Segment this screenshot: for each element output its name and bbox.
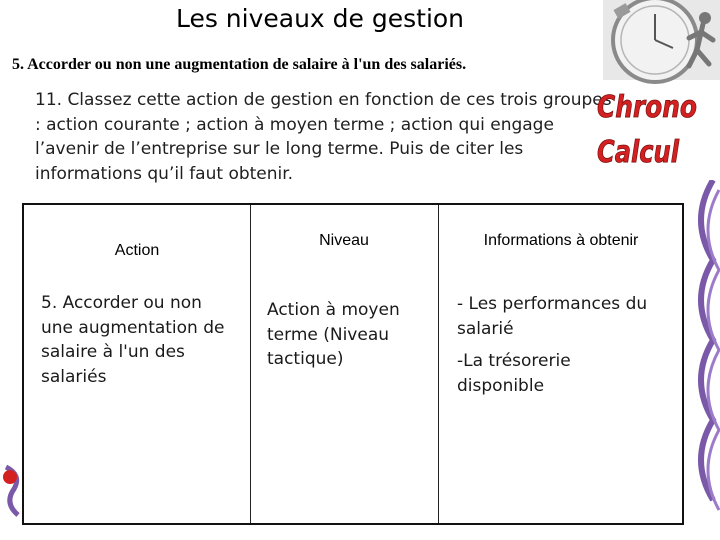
column-divider [250, 205, 251, 523]
cell-action: 5. Accorder ou non une augmentation de salaire à l'un des salariés [41, 293, 225, 387]
header-informations: Informations à obtenir [483, 232, 639, 249]
cell-info-tresorerie: -La trésorerie disponible [457, 351, 571, 396]
chrono-calcul-logo [585, 0, 720, 190]
page-title: Les niveaux de gestion [175, 4, 465, 33]
logo-line2: Calcul [597, 135, 680, 170]
column-divider [438, 205, 439, 523]
cell-niveau: Action à moyen terme (Niveau tactique) [267, 300, 400, 369]
stopwatch-runner-icon [603, 0, 720, 82]
decorative-wave-right [683, 180, 720, 520]
logo-line1: Chrono [597, 90, 697, 125]
instructions-text: 11. Classez cette action de gestion en fonction de ces trois groupes : action courante ; action à moyen terme ; action qui engage l’avenir de l’entreprise sur le long terme. Puis de citer les informations qu’il faut obtenir. [35, 90, 612, 184]
header-niveau: Niveau [319, 232, 369, 249]
classification-table [22, 203, 684, 525]
header-action: Action [114, 242, 160, 259]
cell-info-performances: - Les performances du salarié [457, 294, 648, 339]
page-subtitle: 5. Accorder ou non une augmentation de salaire à l'un des salariés. [12, 56, 467, 73]
